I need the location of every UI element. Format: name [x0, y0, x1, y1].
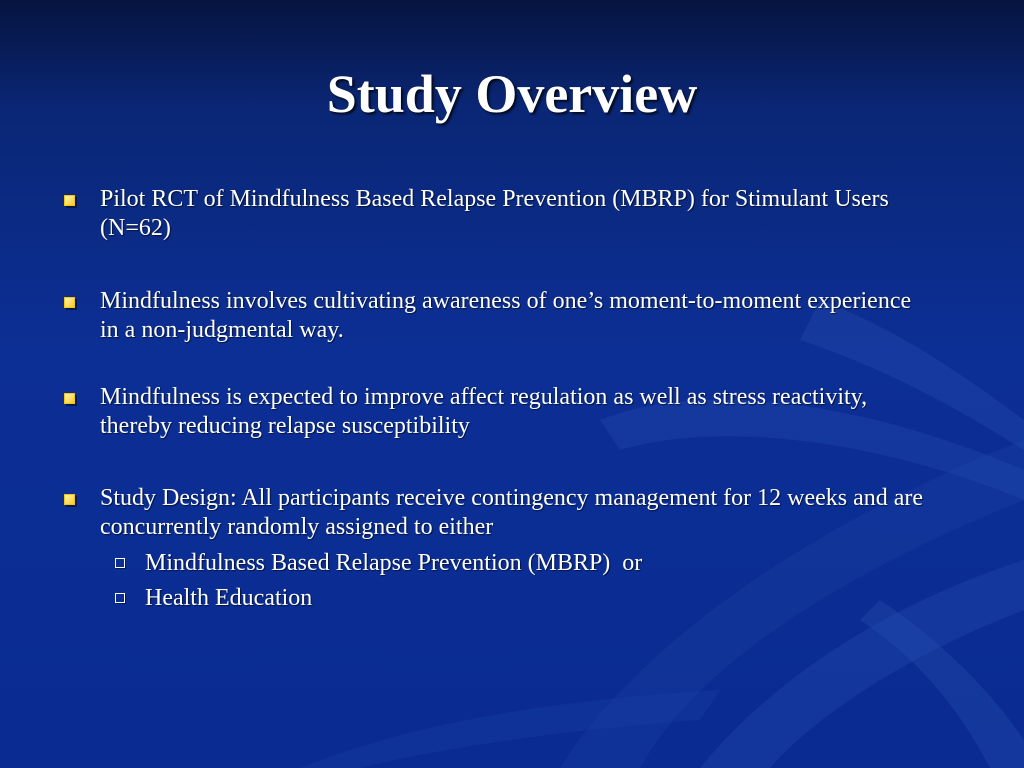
sub-bullet-text: Health Education: [145, 585, 313, 611]
bullet-text: Mindfulness involves cultivating awareness of one’s moment-to-moment experience in a non-judgmental way.: [100, 288, 912, 343]
checkbox-square-icon: [64, 393, 75, 404]
sub-bullet-text: Mindfulness Based Relapse Prevention (MBRP) or: [145, 550, 643, 576]
checkbox-square-icon: [64, 297, 75, 308]
checkbox-square-icon: [64, 195, 75, 206]
bullet-text: Study Design: All participants receive contingency management for 12 weeks and are concurrently randomly assigned to either: [100, 485, 924, 540]
bullet-text: Pilot RCT of Mindfulness Based Relapse Prevention (MBRP) for Stimulant Users (N=62): [100, 186, 889, 241]
checkbox-square-icon: [64, 494, 75, 505]
bullet-text: Mindfulness is expected to improve affect regulation as well as stress reactivity, thereby reducing relapse susceptibility: [100, 384, 868, 439]
hollow-square-icon: [115, 593, 125, 603]
hollow-square-icon: [115, 558, 125, 568]
slide-title: Study Overview: [326, 64, 698, 124]
